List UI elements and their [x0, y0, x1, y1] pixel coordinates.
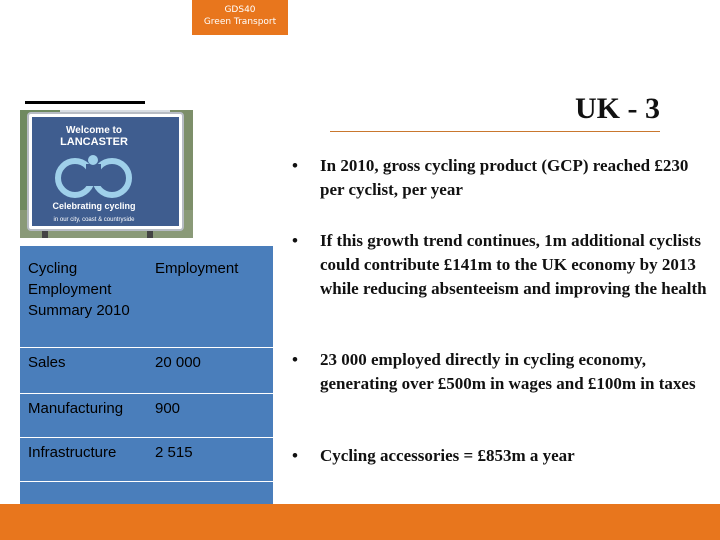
table-cell-value: 900 [155, 400, 181, 417]
bullet-symbol: • [292, 231, 298, 250]
table-row [20, 348, 273, 394]
sign-text-tagline: in our city, coast & countryside [53, 217, 135, 223]
logo-line2: Green Transport [203, 17, 277, 27]
table-cell-label: Infrastructure [28, 444, 117, 461]
table-header-row [20, 246, 273, 348]
sign-text-city: LANCASTER [60, 136, 128, 148]
table-cell-label: Sales [28, 354, 66, 371]
title-accent-bar [25, 101, 145, 104]
table-cell-value: 20 000 [155, 354, 201, 371]
table-header-employment: Employment [155, 260, 239, 277]
logo-line1: GDS40 [224, 5, 256, 15]
bullet-text: In 2010, gross cycling product (GCP) reached £230 per cyclist, per year [320, 156, 689, 199]
table-row [20, 394, 273, 438]
bullet-item [292, 154, 712, 202]
footer-accent-bar [0, 504, 720, 540]
bullet-text: 23 000 employed directly in cycling economy, generating over £500m in wages and £100m in taxes [320, 350, 696, 393]
bullet-item [292, 444, 712, 468]
gds40-logo [192, 0, 288, 35]
table-row [20, 438, 273, 482]
table-cell-label: Manufacturing [28, 400, 124, 417]
table-header-category: Cycling Employment Summary 2010 [28, 260, 130, 319]
sign-text-welcome: Welcome to [66, 125, 122, 136]
bullet-text: If this growth trend continues, 1m additional cyclists could contribute £141m to the UK economy by 2013 while reducing absenteeism and improving the health [320, 231, 707, 298]
employment-summary-table [20, 246, 273, 528]
bullet-text: Cycling accessories = £853m a year [320, 446, 575, 465]
sign-photo-image [20, 110, 193, 238]
lancaster-sign-photo [20, 110, 193, 238]
sign-text-celebrating: Celebrating cycling [52, 201, 136, 211]
slide-title: UK - 3 [575, 92, 660, 125]
title-underline [330, 131, 660, 132]
bullet-symbol: • [292, 350, 298, 369]
bullet-item [292, 229, 712, 301]
bullet-symbol: • [292, 446, 298, 465]
bullet-item [292, 348, 712, 396]
bullet-symbol: • [292, 156, 298, 175]
table-cell-value: 2 515 [155, 444, 193, 461]
